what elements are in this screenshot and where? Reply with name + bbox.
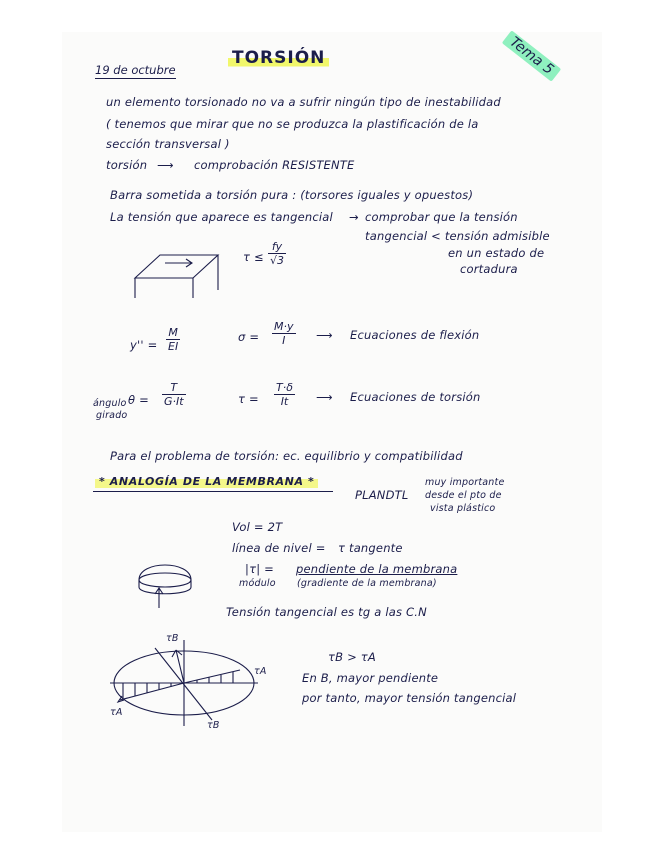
date-label: 19 de octubre	[95, 63, 176, 77]
nivel-b: τ tangente	[338, 541, 403, 555]
sigma-eq: σ =	[238, 330, 260, 344]
text-line-2: ( tenemos que mirar que no se produzca la plastificación de la	[106, 117, 479, 131]
text-line-3: sección transversal )	[106, 137, 230, 151]
tau-eq: τ =	[238, 392, 259, 406]
conclusion-2: En B, mayor pendiente	[302, 671, 439, 685]
tau-a-label: τA	[254, 666, 267, 677]
modulo-a: |τ| =	[245, 562, 274, 576]
note-3: vista plástico	[430, 503, 496, 514]
note-1: muy importante	[425, 477, 505, 488]
plandtl-label: PLANDTL	[355, 488, 409, 502]
vol-eq: Vol = 2T	[232, 520, 283, 534]
arrow-icon: ⟶	[316, 390, 333, 404]
nivel-a: línea de nivel =	[232, 541, 326, 555]
text-line-6b: comprobar que la tensión	[365, 210, 518, 224]
torsion-label: Ecuaciones de torsión	[350, 390, 481, 404]
tau-le: τ ≤	[243, 250, 264, 264]
text-line-1: un elemento torsionado no va a sufrir ningún tipo de inestabilidad	[106, 95, 501, 109]
m: M	[166, 326, 180, 340]
my: M·y	[274, 320, 294, 333]
text-line-4b: comprobación RESISTENTE	[194, 158, 355, 172]
tau-b-label: τB	[166, 633, 179, 644]
t: T	[162, 381, 186, 395]
sqrt3: √3	[270, 254, 285, 267]
fy: fy	[268, 240, 286, 254]
ei: EI	[168, 340, 179, 353]
git: G·It	[164, 395, 184, 408]
text-line-5: Barra sometida a torsión pura : (torsores iguales y opuestos)	[110, 188, 474, 202]
angulo-label: ángulo	[93, 398, 127, 409]
it: It	[280, 395, 289, 408]
tau-a2-label: τA	[110, 707, 123, 718]
girado-label: girado	[96, 410, 128, 421]
membrane-heading: * ANALOGÍA DE LA MEMBRANA *	[95, 475, 318, 488]
modulo-b: pendiente de la membrana	[296, 562, 458, 576]
gradiente-label: (gradiente de la membrana)	[297, 578, 437, 589]
text-line-9: cortadura	[460, 262, 518, 276]
note-2: desde el pto de	[425, 490, 502, 501]
i: I	[282, 334, 286, 347]
arrow-icon: ⟶	[316, 328, 333, 342]
y-pp: y'' =	[130, 338, 158, 352]
theta-eq: θ =	[128, 393, 149, 407]
tg-line: Tensión tangencial es tg a las C.N	[226, 605, 427, 619]
text-line-6a: La tensión que aparece es tangencial	[110, 210, 333, 224]
problem-line: Para el problema de torsión: ec. equilibrio y compatibilidad	[110, 449, 463, 463]
flexion-label: Ecuaciones de flexión	[350, 328, 480, 342]
text-line-4a: torsión	[106, 158, 148, 172]
page-title: TORSIÓN	[228, 48, 329, 68]
arrow-icon: →	[349, 210, 359, 224]
conclusion-3: por tanto, mayor tensión tangencial	[302, 691, 517, 705]
tema-tag: Tema 5	[502, 30, 562, 81]
arrow-icon: ⟶	[157, 158, 174, 172]
text-line-7: tangencial < tensión admisible	[365, 229, 550, 243]
modulo-word: módulo	[239, 578, 276, 589]
tau-b2-label: τB	[207, 720, 220, 731]
text-line-8: en un estado de	[448, 246, 545, 260]
conclusion-1: τB > τA	[328, 650, 376, 664]
td: T·δ	[276, 381, 293, 394]
